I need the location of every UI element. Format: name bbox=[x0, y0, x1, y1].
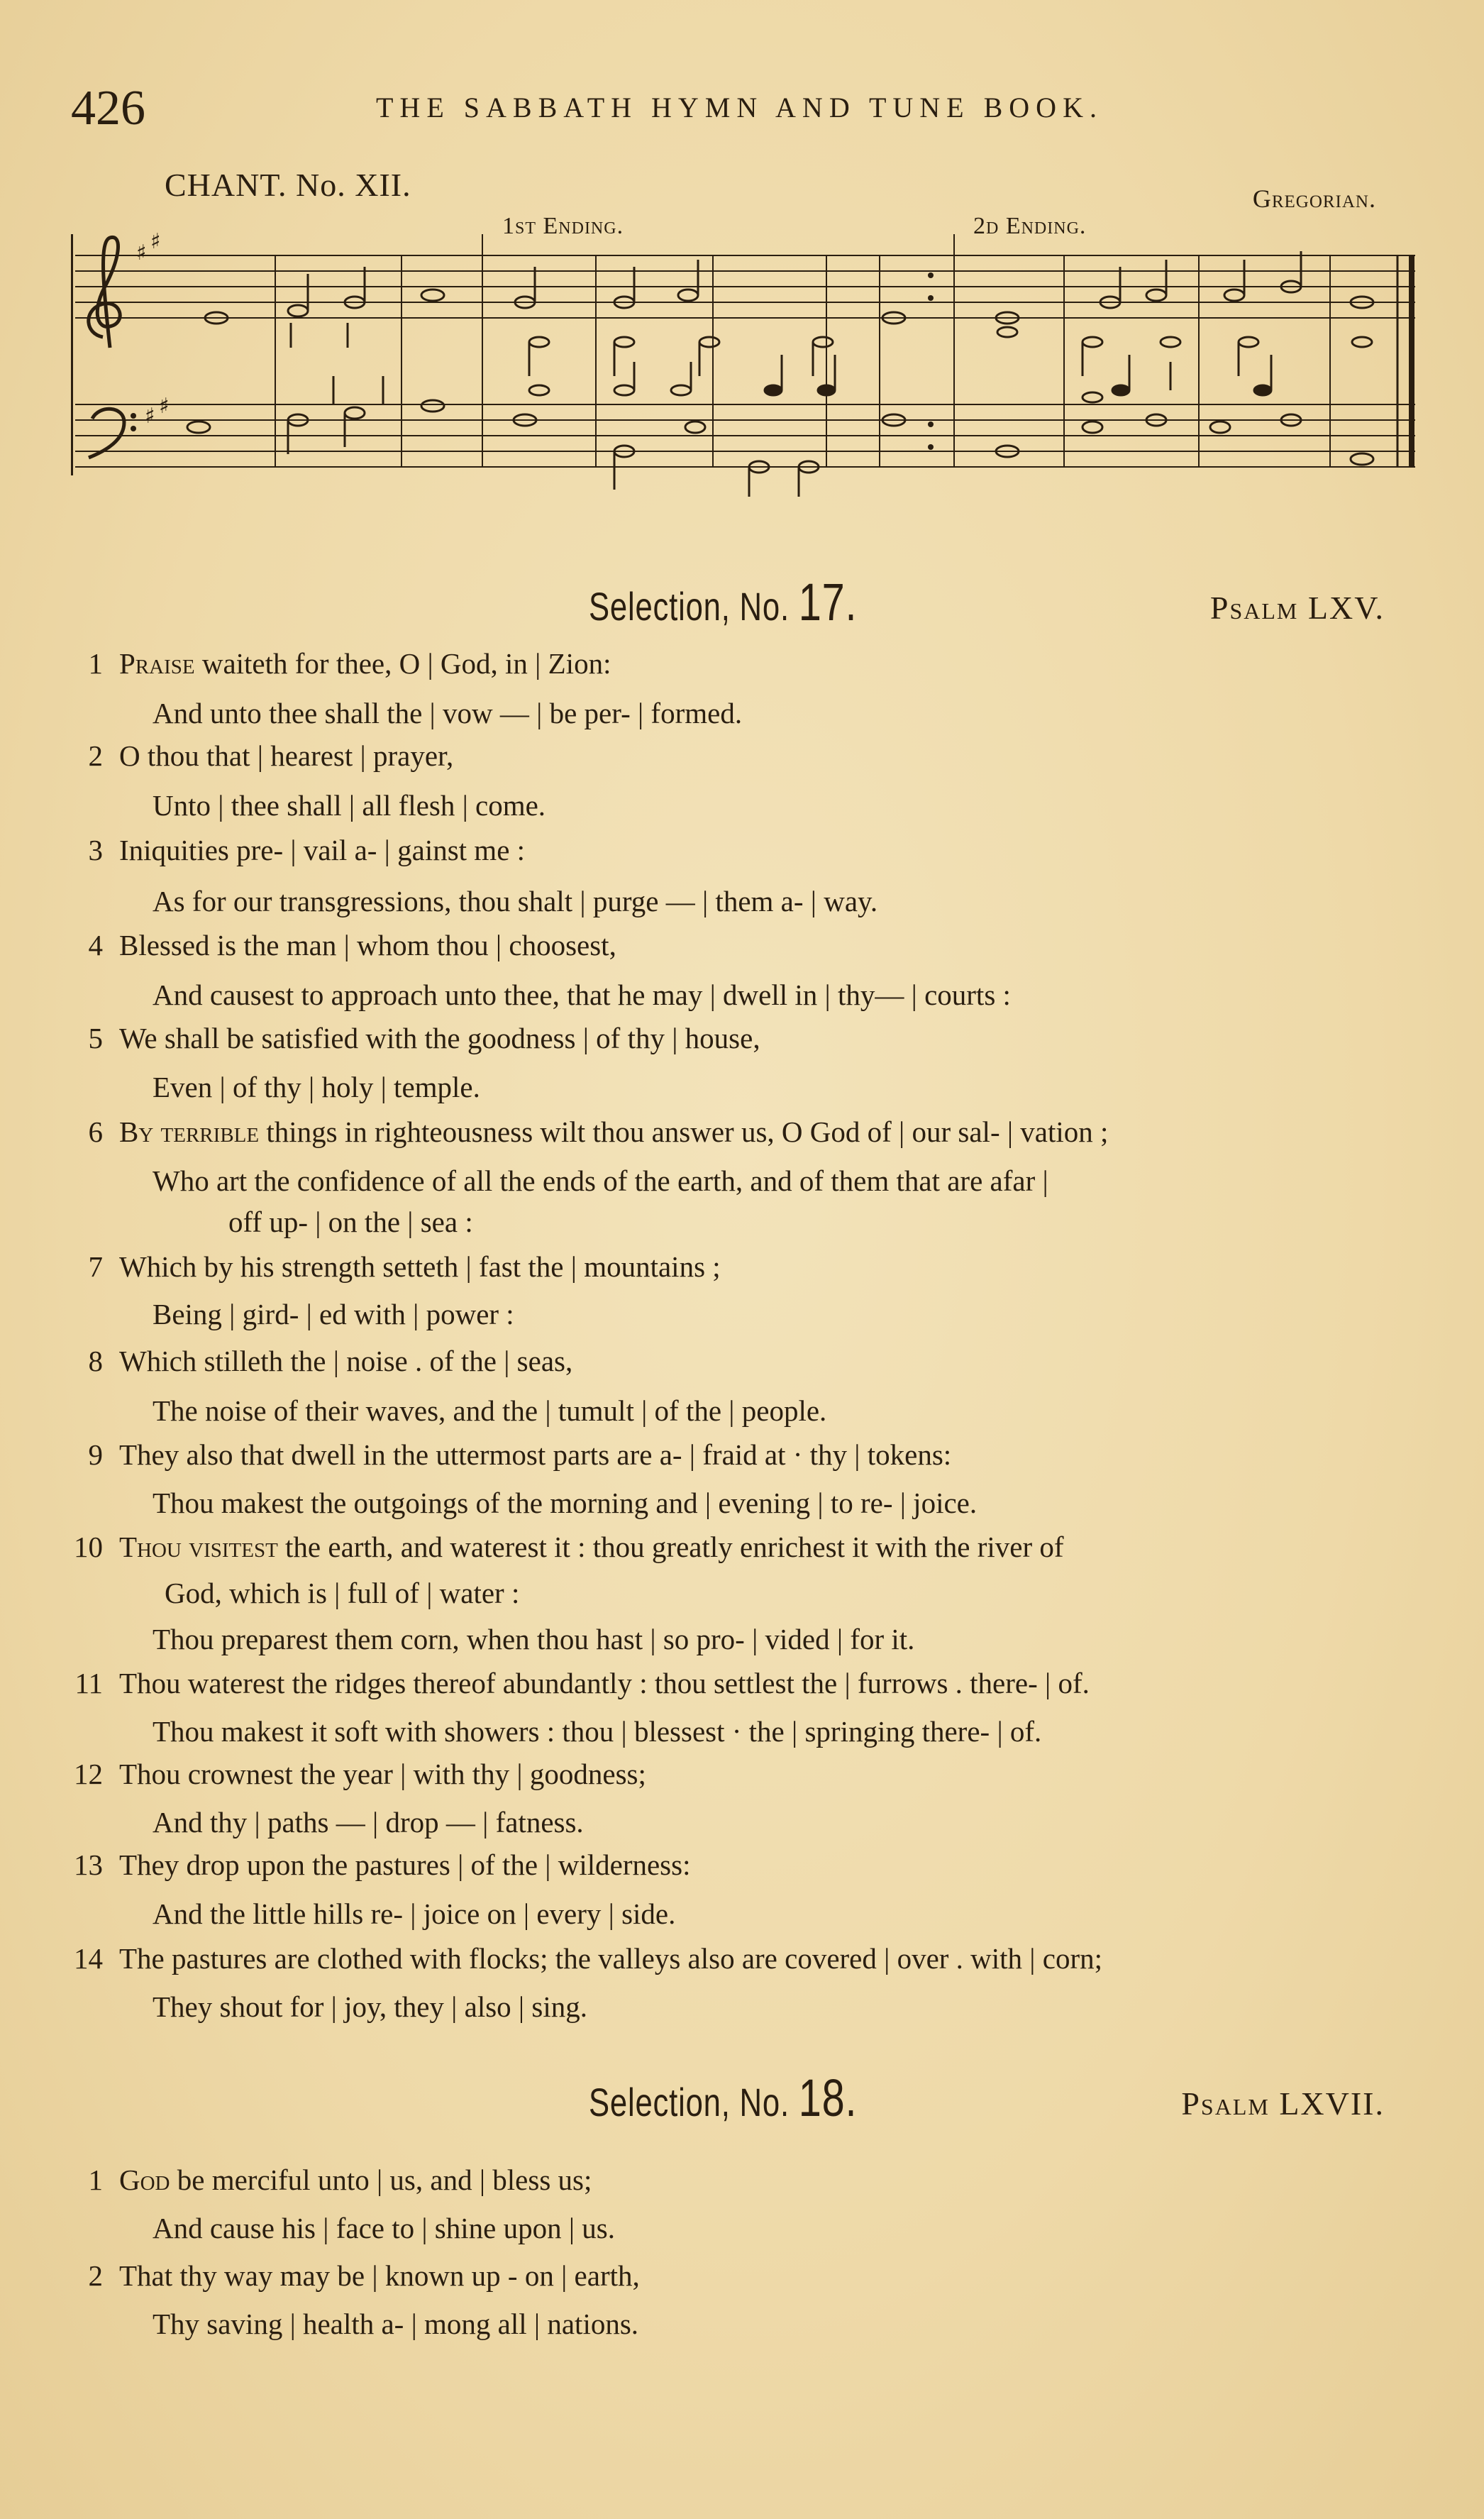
verse-line-1 bbox=[119, 1533, 1484, 1562]
verse-line-2: And causest to approach unto thee, that he may | dwell in | thy— | courts : bbox=[153, 979, 1011, 1011]
bass-clef bbox=[89, 409, 124, 458]
treble-clef bbox=[89, 237, 120, 348]
verse-number: 12 bbox=[74, 1758, 103, 1790]
selection-title bbox=[589, 573, 858, 632]
verse-line-1 bbox=[119, 1347, 1484, 1376]
verse-number: 11 bbox=[74, 1667, 103, 1699]
verse-lead-word: God bbox=[119, 2164, 170, 2196]
psalm-reference: Psalm LXVII. bbox=[1181, 2085, 1385, 2122]
alto-notes-low bbox=[529, 355, 1271, 402]
verse-number: 1 bbox=[88, 2164, 103, 2196]
verse-line-1 bbox=[119, 1252, 1484, 1281]
music-score bbox=[71, 206, 1419, 504]
verse-line-2: Who art the confidence of all the ends of the earth, and of them that are afar | bbox=[153, 1164, 1048, 1197]
bar-lines bbox=[275, 234, 1412, 467]
verse-line-2: As for our transgressions, thou shalt | purge — | them a- | way. bbox=[153, 885, 878, 917]
verse-line-2: Even | of thy | holy | temple. bbox=[153, 1071, 480, 1103]
svg-text:♯: ♯ bbox=[136, 241, 147, 265]
repeat-dots bbox=[928, 272, 934, 450]
verse-line-1 bbox=[119, 1024, 1484, 1053]
verse-line-1-text: waiteth for thee, O | God, in | Zion: bbox=[194, 647, 611, 680]
running-title: THE SABBATH HYMN AND TUNE BOOK. bbox=[376, 92, 1103, 123]
verse-line-1-text: Which stilleth the | noise . of the | seas, bbox=[119, 1345, 573, 1377]
verse-number: 6 bbox=[88, 1115, 103, 1148]
verse-line-2: And thy | paths — | drop — | fatness. bbox=[153, 1806, 584, 1839]
verse-lead-word: Praise bbox=[119, 647, 195, 680]
svg-text:♯: ♯ bbox=[145, 404, 155, 429]
verse-line-1 bbox=[119, 1669, 1484, 1698]
verse-line-1 bbox=[119, 1440, 1484, 1470]
verse-line-1 bbox=[119, 1115, 1484, 1148]
svg-text:♯: ♯ bbox=[159, 394, 170, 419]
verse-number: 3 bbox=[88, 834, 103, 866]
verse-line-2: The noise of their waves, and the | tumult | of the | people. bbox=[153, 1394, 827, 1427]
verse-line-2: Being | gird- | ed with | power : bbox=[153, 1298, 514, 1330]
verse-line-1-text: be merciful unto | us, and | bless us; bbox=[170, 2164, 592, 2196]
verse-line-1 bbox=[119, 2166, 1484, 2195]
verse-line-1 bbox=[119, 649, 1484, 678]
verse-line-1 bbox=[119, 2261, 1484, 2291]
verse-line-1 bbox=[119, 1944, 1484, 1973]
verse-line-2: Thy saving | health a- | mong all | nations. bbox=[153, 2308, 639, 2340]
chant-label: CHANT. No. XII. bbox=[165, 167, 411, 203]
chant-composer: Gregorian. bbox=[1252, 184, 1376, 213]
verse-line-1-text: the earth, and waterest it : thou greatly enrichest it with the river of bbox=[277, 1531, 1064, 1563]
verse-line-1 bbox=[119, 1760, 1484, 1789]
svg-text:♯: ♯ bbox=[150, 229, 161, 254]
page-number: 426 bbox=[71, 81, 145, 136]
verse-line-3: off up- | on the | sea : bbox=[228, 1206, 473, 1238]
first-ending-label: 1st Ending. bbox=[502, 213, 624, 239]
verse-number: 7 bbox=[88, 1250, 103, 1283]
verse-line-1 bbox=[119, 1848, 1484, 1881]
key-signature bbox=[136, 229, 170, 429]
verse-line-1 bbox=[119, 931, 1484, 960]
verse-line-1-text: Which by his strength setteth | fast the | mountains ; bbox=[119, 1250, 721, 1283]
second-ending-label: 2d Ending. bbox=[973, 213, 1087, 239]
verse-line-2: They shout for | joy, they | also | sing. bbox=[153, 1990, 587, 2023]
verse-line-2: God, which is | full of | water : bbox=[165, 1577, 520, 1609]
selection-number: 17. bbox=[798, 573, 858, 632]
verse-number: 8 bbox=[88, 1345, 103, 1377]
verse-line-1-text: We shall be satisfied with the goodness | of thy | house, bbox=[119, 1022, 760, 1054]
selection-label: Selection, No. bbox=[589, 584, 790, 629]
bass-staff bbox=[75, 404, 1415, 467]
selection-label: Selection, No. bbox=[589, 2080, 790, 2124]
verse-number: 2 bbox=[88, 739, 103, 772]
bass-clef-dots bbox=[131, 413, 136, 431]
verse-number: 14 bbox=[74, 1942, 103, 1975]
verse-number: 5 bbox=[88, 1022, 103, 1054]
verse-number: 1 bbox=[88, 647, 103, 680]
verse-line-2: Thou makest it soft with showers : thou | blessest · the | springing there- | of. bbox=[153, 1715, 1042, 1748]
selection-number: 18. bbox=[798, 2068, 858, 2127]
verse-line-1-text: That thy way may be | known up - on | earth, bbox=[119, 2259, 640, 2292]
verse-line-1-text: They drop upon the pastures | of the | wilderness: bbox=[119, 1848, 691, 1881]
verse-number: 9 bbox=[88, 1438, 103, 1471]
verse-line-1-text: O thou that | hearest | prayer, bbox=[119, 739, 454, 772]
verse-line-2: And the little hills re- | joice on | every | side. bbox=[153, 1897, 676, 1930]
verse-line-1-text: Thou waterest the ridges thereof abundantly : thou settlest the | furrows . there- | of. bbox=[119, 1667, 1090, 1699]
verse-line-1-text: The pastures are clothed with flocks; the valleys also are covered | over . with | corn; bbox=[119, 1942, 1103, 1975]
verse-line-2: And unto thee shall the | vow — | be per- | formed. bbox=[153, 697, 743, 729]
verse-number: 10 bbox=[74, 1531, 103, 1563]
verse-line-1-text: They also that dwell in the uttermost parts are a- | fraid at · thy | tokens: bbox=[119, 1438, 952, 1471]
treble-staff bbox=[75, 255, 1415, 318]
psalm-reference: Psalm LXV. bbox=[1209, 590, 1385, 626]
verse-lead-word: Thou visitest bbox=[119, 1531, 278, 1563]
verse-line-1-text: Blessed is the man | whom thou | choosest, bbox=[119, 929, 616, 961]
verse-line-1 bbox=[119, 836, 1484, 865]
verse-line-3: Thou preparest them corn, when thou hast | so pro- | vided | for it. bbox=[153, 1623, 915, 1655]
verse-number: 2 bbox=[88, 2259, 103, 2292]
verse-line-2: Thou makest the outgoings of the morning and | evening | to re- | joice. bbox=[153, 1487, 978, 1519]
verse-number: 13 bbox=[74, 1848, 103, 1881]
verse-line-1-text: Iniquities pre- | vail a- | gainst me : bbox=[119, 834, 526, 866]
verse-line-1-text: things in righteousness wilt thou answer us, O God of | our sal- | vation ; bbox=[259, 1115, 1109, 1148]
verse-line-2: And cause his | face to | shine upon | us. bbox=[153, 2212, 616, 2244]
verse-lead-word: By terrible bbox=[119, 1115, 260, 1148]
verse-number: 4 bbox=[88, 929, 103, 961]
verse-line-1 bbox=[119, 739, 1484, 772]
verse-line-1-text: Thou crownest the year | with thy | goodness; bbox=[119, 1758, 646, 1790]
selection-title bbox=[589, 2068, 858, 2127]
verse-line-2: Unto | thee shall | all flesh | come. bbox=[153, 789, 546, 822]
tenor-notes bbox=[291, 323, 1372, 376]
